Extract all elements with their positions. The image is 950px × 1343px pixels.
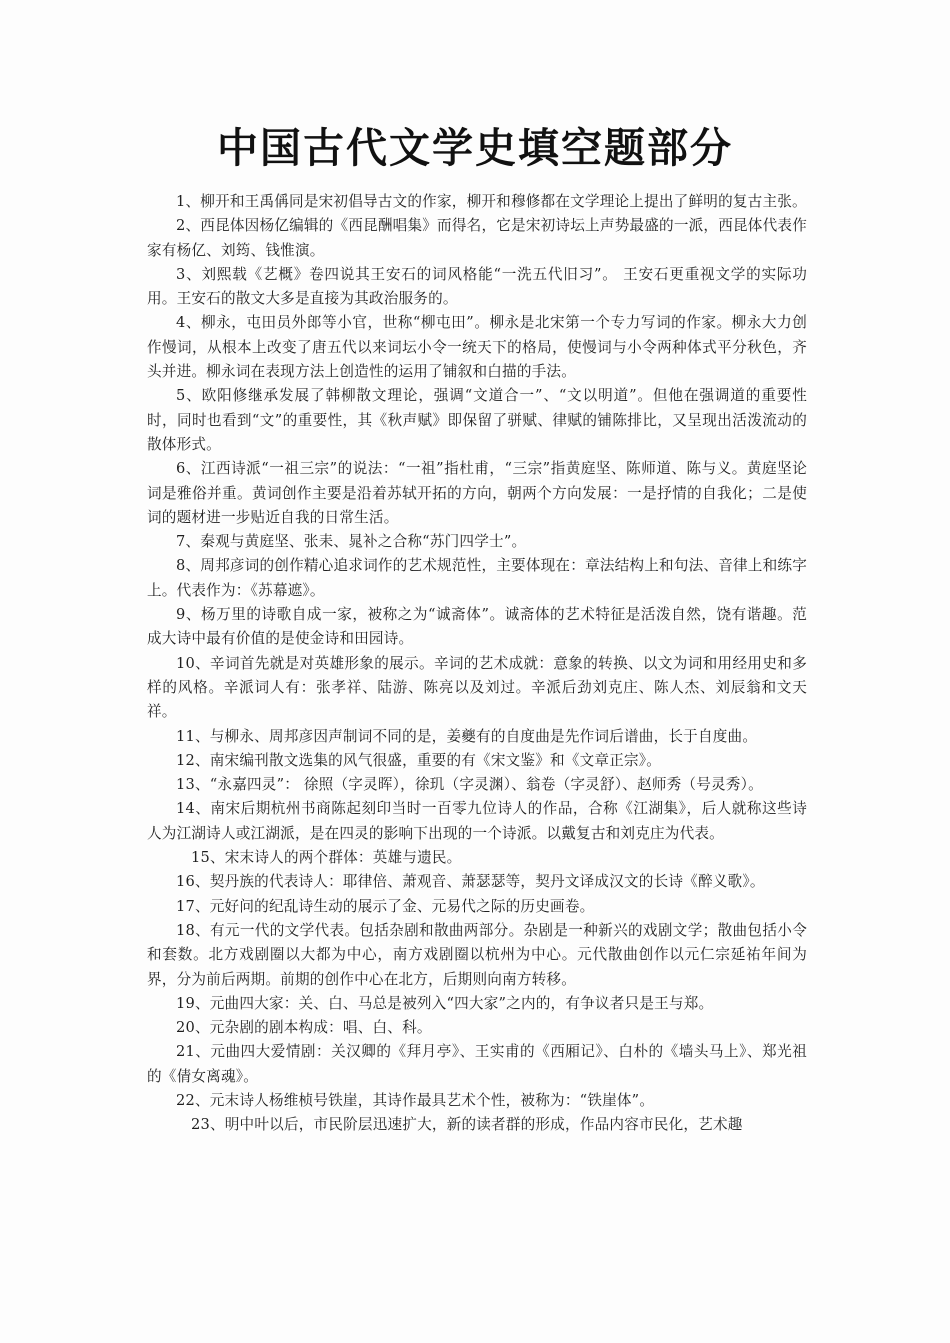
list-item: 7、秦观与黄庭坚、张耒、晁补之合称“苏门四学士”。 xyxy=(176,533,527,551)
list-item: 6、江西诗派“一祖三宗”的说法：“一祖”指杜甫，“三宗”指黄庭坚、陈师道、陈与义。黄庭坚论词是雅俗并重。黄词创作主要是沿着苏轼开拓的方向，朝两个方向发展：一是抒情的自我化；二是使词的题材进一步贴近自我的日常生活。 xyxy=(147,460,807,526)
list-item: 1、柳开和王禹偁同是宋初倡导古文的作家，柳开和穆修都在文学理论上提出了鲜明的复古主张。 xyxy=(176,193,807,210)
list-item: 10、辛词首先就是对英雄形象的展示。辛词的艺术成就：意象的转换、以文为词和用经用史和多样的风格。辛派词人有：张孝祥、陆游、陈亮以及刘过。辛派后劲刘克庄、陈人杰、刘辰翁和文天祥。 xyxy=(147,654,807,721)
list-item: 13、“永嘉四灵”： 徐照（字灵晖），徐玑（字灵渊）、翁卷（字灵舒）、赵师秀（号灵秀）。 xyxy=(176,776,763,794)
list-item: 23、明中叶以后，市民阶层迅速扩大，新的读者群的形成，作品内容市民化，艺术趣 xyxy=(191,1116,743,1134)
list-item: 5、欧阳修继承发展了韩柳散文理论，强调“文道合一”、“文以明道”。但他在强调道的重要性时，同时也看到“文”的重要性，其《秋声赋》即保留了骈赋、律赋的铺陈排比，又呈现出活泼流动的散体形式。 xyxy=(147,387,807,453)
list-item: 22、元末诗人杨维桢号铁崖，其诗作最具艺术个性，被称为：“铁崖体”。 xyxy=(176,1091,655,1109)
list-item: 3、刘熙载《艺概》卷四说其王安石的词风格能“一洗五代旧习”。 王安石更重视文学的实际功用。王安石的散文大多是直接为其政治服务的。 xyxy=(147,265,807,308)
list-item: 9、杨万里的诗歌自成一家，被称之为“诚斋体”。诚斋体的艺术特征是活泼自然，饶有谐趣。范成大诗中最有价值的是使金诗和田园诗。 xyxy=(147,606,807,648)
list-item: 11、与柳永、周邦彦因声制词不同的是，姜夔有的自度曲是先作词后谱曲，长于自度曲。 xyxy=(176,727,758,745)
list-item: 2、西昆体因杨亿编辑的《西昆酬唱集》而得名，它是宋初诗坛上声势最盛的一派，西昆体代表作家有杨亿、刘筠、钱惟演。 xyxy=(147,217,807,259)
list-item: 20、元杂剧的剧本构成：唱、白、科。 xyxy=(176,1019,432,1037)
list-item: 21、元曲四大爱情剧：关汉卿的《拜月亭》、王实甫的《西厢记》、白朴的《墙头马上》、郑光祖的《倩女离魂》。 xyxy=(147,1043,807,1085)
list-item: 14、南宋后期杭州书商陈起刻印当时一百零九位诗人的作品，合称《江湖集》，后人就称这些诗人为江湖诗人或江湖派，是在四灵的影响下出现的一个诗派。以戴复古和刘克庄为代表。 xyxy=(147,800,807,842)
page-title: 中国古代文学史填空题部分 xyxy=(217,124,733,172)
list-item: 12、南宋编刊散文选集的风气很盛，重要的有《宋文鉴》和《文章正宗》。 xyxy=(176,751,662,769)
question-list xyxy=(147,190,807,1138)
list-item: 16、契丹族的代表诗人：耶律倍、萧观音、萧瑟瑟等，契丹文译成汉文的长诗《醉义歌》。 xyxy=(176,873,765,891)
list-item: 8、周邦彦词的创作精心追求词作的艺术规范性，主要体现在：章法结构上和句法、音律上和练字上。代表作为：《苏幕遮》。 xyxy=(147,557,807,599)
list-item: 18、有元一代的文学代表。包括杂剧和散曲两部分。杂剧是一种新兴的戏剧文学；散曲包括小令和套数。北方戏剧圈以大都为中心，南方戏剧圈以杭州为中心。元代散曲创作以元仁宗延祐年间为界，分为前后两期。前期的创作中心在北方，后期则向南方转移。 xyxy=(147,921,807,988)
list-item: 4、柳永，屯田员外郎等小官，世称“柳屯田”。柳永是北宋第一个专力写词的作家。柳永大力创作慢词，从根本上改变了唐五代以来词坛小令一统天下的格局，使慢词与小令两种体式平分秋色，齐头并进。柳永词在表现方法上创造性的运用了铺叙和白描的手法。 xyxy=(147,314,807,381)
list-item: 17、元好问的纪乱诗生动的展示了金、元易代之际的历史画卷。 xyxy=(176,897,595,915)
list-item: 19、元曲四大家：关、白、马总是被列入“四大家”之内的，有争议者只是王与郑。 xyxy=(176,994,714,1012)
list-item: 15、宋末诗人的两个群体：英雄与遗民。 xyxy=(191,849,462,867)
